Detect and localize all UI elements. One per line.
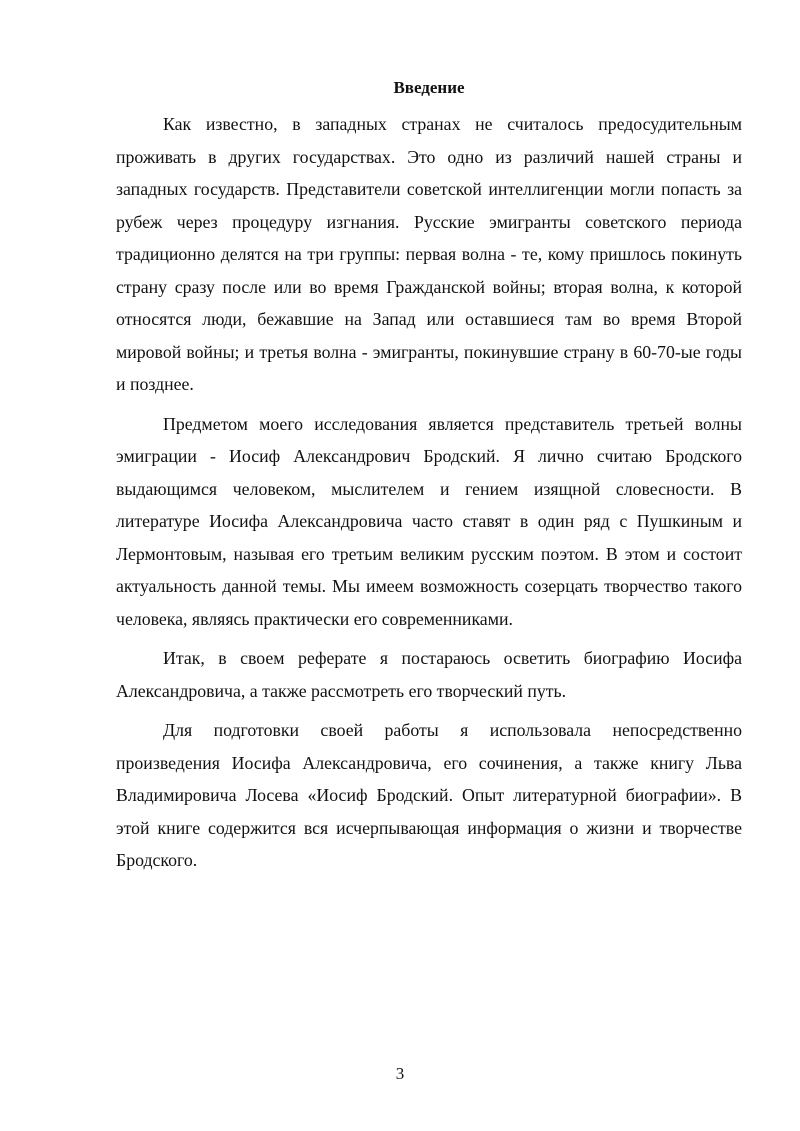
paragraph-2: Предметом моего исследования является представитель третьей волны эмиграции - Иосиф Александрович Бродский. Я лично считаю Бродского выдающимся человеком, мыслителем и гением изящной словесности. В литературе Иосифа Александровича часто ставят в один ряд с Пушкиным и Лермонтовым, называя его третьим великим русским поэтом. В этом и состоит актуальность данной темы. Мы имеем возможность созерцать творчество такого человека, являясь практически его современниками. — [116, 413, 742, 629]
page-number: 3 — [395, 1064, 405, 1083]
section-heading: Введение — [393, 78, 465, 97]
paragraph-3: Итак, в своем реферате я постараюсь осветить биографию Иосифа Александровича, а также рассмотреть его творческий путь. — [116, 648, 742, 701]
page-content — [116, 76, 742, 884]
paragraph-4: Для подготовки своей работы я использовала непосредственно произведения Иосифа Александровича, его сочинения, а также книгу Льва Владимировича Лосева «Иосиф Бродский. Опыт литературной биографии». В этой книге содержится вся исчерпывающая информация о жизни и творчестве Бродского. — [116, 720, 742, 870]
paragraph-1: Как известно, в западных странах не считалось предосудительным проживать в других государствах. Это одно из различий нашей страны и западных государств. Представители советской интеллигенции могли попасть за рубеж через процедуру изгнания. Русские эмигранты советского периода традиционно делятся на три группы: первая волна - те, кому пришлось покинуть страну сразу после или во время Гражданской войны; вторая волна, к которой относятся люди, бежавшие на Запад или оставшиеся там во время Второй мировой войны; и третья волна - эмигранты, покинувшие страну в 60-70-ые годы и позднее. — [116, 114, 742, 394]
